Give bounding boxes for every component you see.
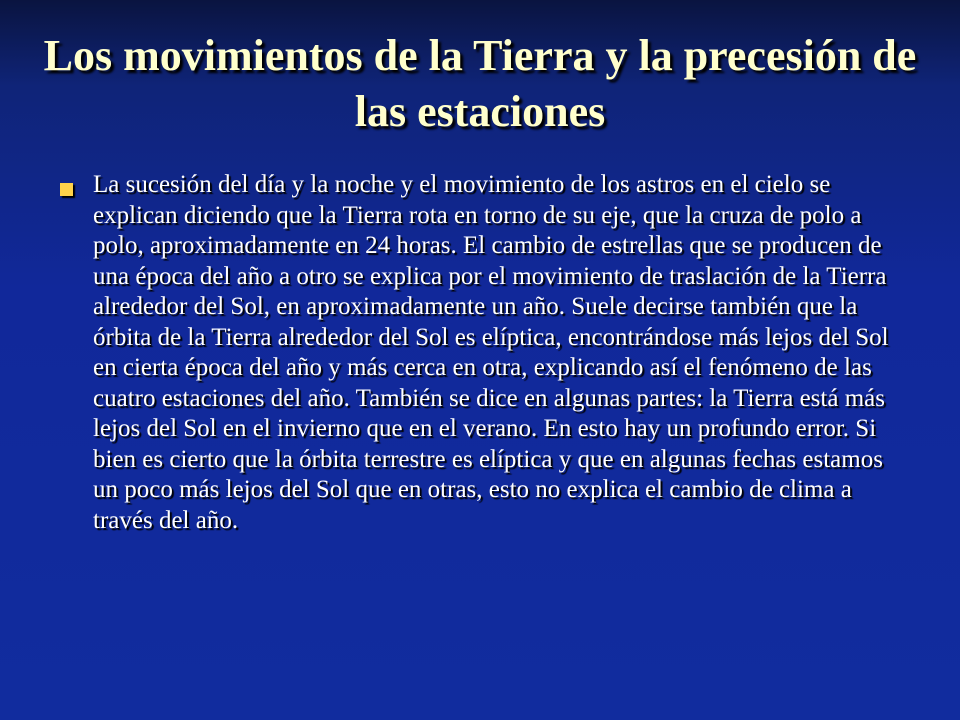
square-bullet-icon	[60, 183, 73, 196]
bullet-text: La sucesión del día y la noche y el movimiento de los astros en el cielo se explican diciendo que la Tierra rota en torno de su eje, que la cruza de polo a polo, aproximadamente en 24 horas. El cambio de estrellas que se producen de una época del año a otro se explica por el movimiento de traslación de la Tierra alrededor del Sol, en aproximadamente un año. Suele decirse también que la órbita de la Tierra alrededor del Sol es elíptica, encontrándose más lejos del Sol en cierta época del año y más cerca en otra, explicando así el fenómeno de las cuatro estaciones del año. También se dice en algunas partes: la Tierra está más lejos del Sol en el invierno que en el verano. En esto hay un profundo error. Si bien es cierto que la órbita terrestre es elíptica y que en algunas fechas estamos un poco más lejos del Sol que en otras, esto no explica el cambio de clima a través del año.	[93, 171, 889, 534]
bullet-item	[60, 170, 910, 536]
slide-body	[60, 170, 910, 536]
slide-title: Los movimientos de la Tierra y la precesión de las estaciones	[43, 31, 917, 136]
